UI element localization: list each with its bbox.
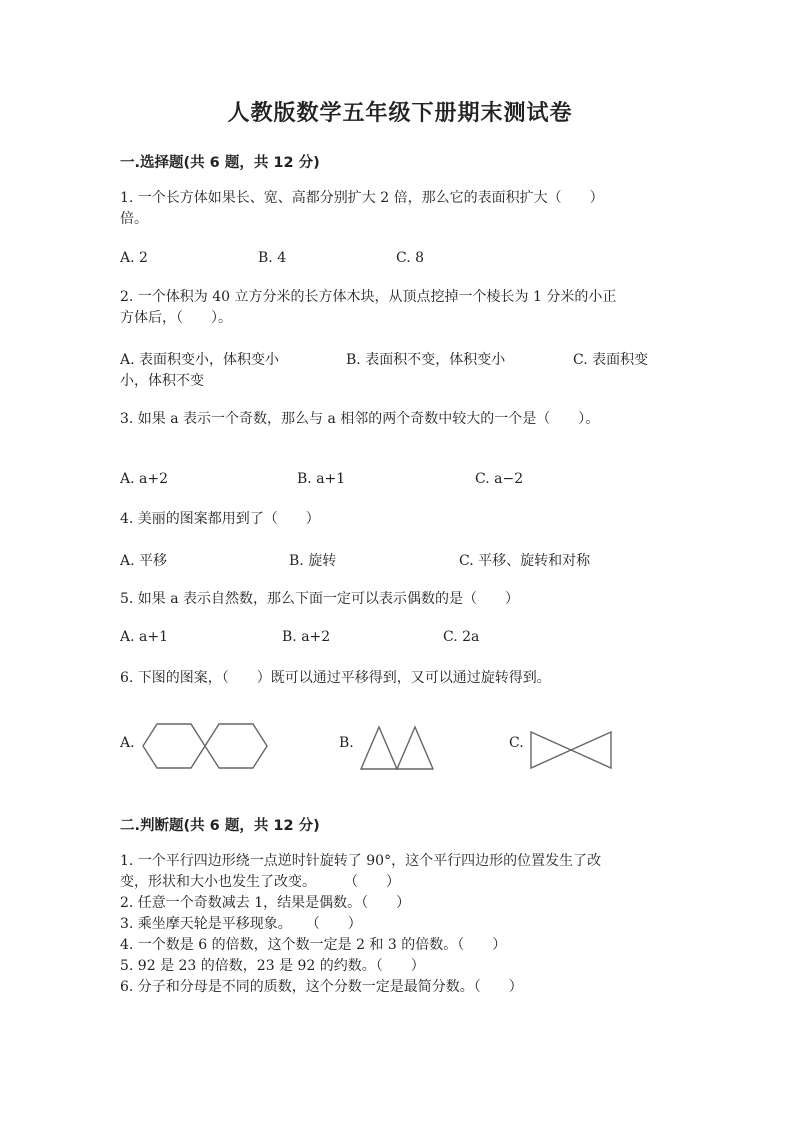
q2-option-b[interactable]: B. 表面积不变，体积变小 — [346, 352, 506, 368]
judge-item-5: 5. 92 是 23 的倍数，23 是 92 的约数。（ ） — [120, 958, 425, 974]
judge-item-3: 3. 乘坐摩天轮是平移现象。 （ ） — [120, 916, 362, 932]
judge-item-4: 4. 一个数是 6 的倍数，这个数一定是 2 和 3 的倍数。（ ） — [120, 937, 507, 953]
q2-option-c[interactable]: C. 表面积变 — [573, 352, 649, 368]
q1-text-line1: 1. 一个长方体如果长、宽、高都分别扩大 2 倍，那么它的表面积扩大（ ） — [120, 190, 604, 206]
q5-option-a[interactable]: A. a+1 — [120, 629, 168, 645]
q6-option-c[interactable]: C. — [509, 735, 524, 751]
q4-option-a[interactable]: A. 平移 — [120, 553, 168, 569]
bowtie-figure — [527, 728, 615, 772]
q2-option-a[interactable]: A. 表面积变小，体积变小 — [120, 352, 280, 368]
q1-option-c[interactable]: C. 8 — [396, 250, 425, 266]
q3-text: 3. 如果 a 表示一个奇数，那么与 a 相邻的两个奇数中较大的一个是（ ）。 — [120, 411, 600, 427]
q6-text: 6. 下图的图案，（ ）既可以通过平移得到，又可以通过旋转得到。 — [120, 670, 551, 686]
page-title: 人教版数学五年级下册期末测试卷 — [227, 101, 573, 126]
q4-option-b[interactable]: B. 旋转 — [289, 553, 337, 569]
q2-text-line1: 2. 一个体积为 40 立方分米的长方体木块，从顶点挖掉一个棱长为 1 分米的小正 — [120, 289, 617, 305]
judge-item-1: 1. 一个平行四边形绕一点逆时针旋转了 90°，这个平行四边形的位置发生了改 — [120, 853, 602, 869]
q2-option-c-cont: 小，体积不变 — [120, 373, 204, 389]
two-hexagons-figure — [138, 720, 270, 772]
q5-text: 5. 如果 a 表示自然数，那么下面一定可以表示偶数的是（ ） — [120, 591, 520, 607]
q4-option-c[interactable]: C. 平移、旋转和对称 — [459, 553, 591, 569]
judge-item-6: 6. 分子和分母是不同的质数，这个分数一定是最简分数。（ ） — [120, 979, 523, 995]
q5-option-c[interactable]: C. 2a — [443, 629, 480, 645]
judge-item-1-cont: 变，形状和大小也发生了改变。 （ ） — [120, 874, 400, 890]
q1-option-b[interactable]: B. 4 — [258, 250, 287, 266]
q6-option-a[interactable]: A. — [120, 735, 135, 751]
q3-option-c[interactable]: C. a−2 — [475, 471, 524, 487]
q1-text-line2: 倍。 — [120, 211, 148, 227]
two-triangles-figure — [358, 722, 438, 772]
q5-option-b[interactable]: B. a+2 — [282, 629, 331, 645]
q1-option-a[interactable]: A. 2 — [120, 250, 148, 266]
q3-option-b[interactable]: B. a+1 — [297, 471, 346, 487]
section-1-heading: 一.选择题(共 6 题，共 12 分) — [120, 155, 320, 171]
q6-option-b[interactable]: B. — [339, 735, 354, 751]
q2-text-line2: 方体后，（ ）。 — [120, 310, 232, 326]
judge-item-2: 2. 任意一个奇数减去 1，结果是偶数。（ ） — [120, 895, 411, 911]
q4-text: 4. 美丽的图案都用到了（ ） — [120, 511, 320, 527]
q3-option-a[interactable]: A. a+2 — [120, 471, 168, 487]
section-2-heading: 二.判断题(共 6 题，共 12 分) — [120, 818, 320, 834]
